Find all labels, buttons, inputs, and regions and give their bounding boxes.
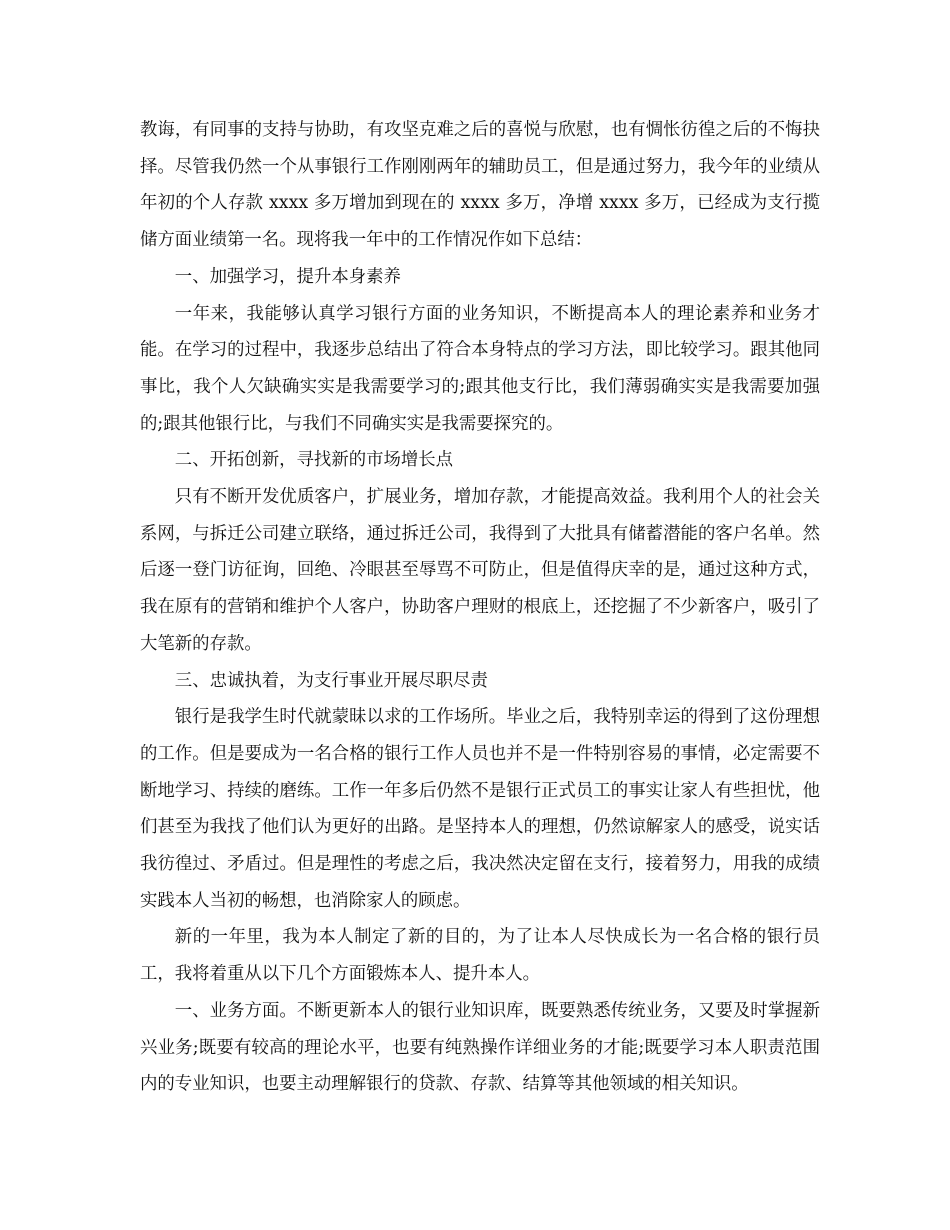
paragraph-study: 一年来，我能够认真学习银行方面的业务知识，不断提高本人的理论素养和业务才能。在学习的过程中，我逐步总结出了符合本身特点的学习方法，即比较学习。跟其他同事比，我个人欠缺确实实是我需要学习的;跟其他支行比，我们薄弱确实实是我需要加强的;跟其他银行比，与我们不同确实实是我需要探究的。 (140, 303, 820, 434)
heading-section-2: 二、开拓创新，寻找新的市场增长点 (174, 450, 454, 471)
paragraph-intro: 教诲，有同事的支持与协助，有攻坚克难之后的喜悦与欣慰，也有惆怅彷徨之后的不悔抉择。尽管我仍然一个从事银行工作刚刚两年的辅助员工，但是通过努力，我今年的业绩从年初的个人存款 xxxx 多万增加到现在的 xxxx 多万，净增 xxxx 多万，已经成为支行揽储方面业绩第一名。现将我一年中的工作情况作如下总结： (140, 120, 820, 251)
paragraph-market: 只有不断开发优质客户，扩展业务，增加存款，才能提高效益。我利用个人的社会关系网，与拆迁公司建立联络，通过拆迁公司，我得到了大批具有储蓄潜能的客户名单。然后逐一登门访征询，回绝、冷眼甚至辱骂不可防止，但是值得庆幸的是，通过这种方式，我在原有的营销和维护个人客户，协助客户理财的根底上，还挖掘了不少新客户，吸引了大笔新的存款。 (140, 487, 820, 654)
paragraph-dedication: 银行是我学生时代就蒙昧以求的工作场所。毕业之后，我特别幸运的得到了这份理想的工作。但是要成为一名合格的银行工作人员也并不是一件特别容易的事情，必定需要不断地学习、持续的磨练。工作一年多后仍然不是银行正式员工的事实让家人有些担忧，他们甚至为我找了他们认为更好的出路。是坚持本人的理想，仍然谅解家人的感受，说实话我彷徨过、矛盾过。但是理性的考虑之后，我决然决定留在支行，接着努力，用我的成绩实践本人当初的畅想，也消除家人的顾虑。 (140, 707, 820, 911)
heading-section-3: 三、忠诚执着，为支行事业开展尽职尽责 (174, 670, 488, 691)
paragraph-new-year: 新的一年里，我为本人制定了新的目的，为了让本人尽快成长为一名合格的银行员工，我将着重从以下几个方面锻炼本人、提升本人。 (140, 927, 820, 985)
paragraph-business: 一、业务方面。不断更新本人的银行业知识库，既要熟悉传统业务，又要及时掌握新兴业务;既要有较高的理论水平，也要有纯熟操作详细业务的才能;既要学习本人职责范围内的专业知识，也要主动理解银行的贷款、存款、结算等其他领域的相关知识。 (140, 1000, 820, 1095)
heading-section-1: 一、加强学习，提升本身素养 (174, 266, 401, 287)
document-body (140, 112, 820, 1103)
